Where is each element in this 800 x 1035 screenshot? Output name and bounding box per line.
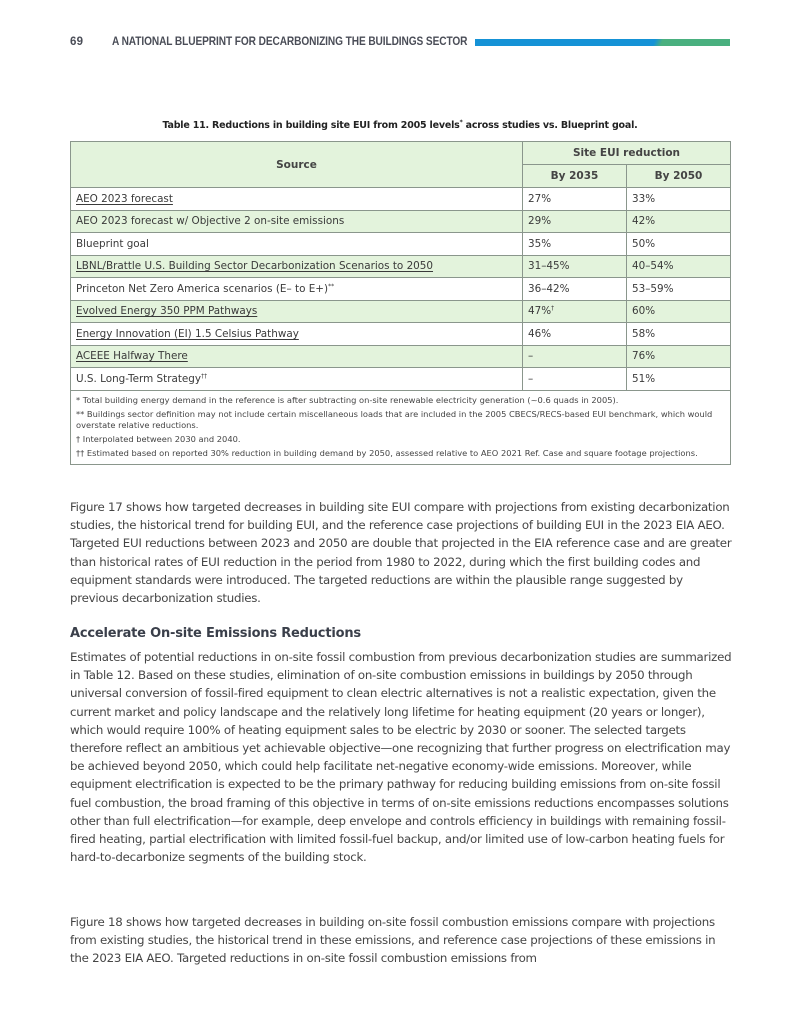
table-row xyxy=(71,278,731,301)
table-note: * Total building energy demand in the reference is after subtracting on-site renewable electricity generation (~0.6 quads in 2005). xyxy=(76,394,619,405)
source-cell xyxy=(71,255,523,278)
value-2035 xyxy=(523,233,627,256)
value-2035 xyxy=(523,345,627,368)
table-row xyxy=(71,345,731,368)
section-heading: Accelerate On-site Emissions Reductions xyxy=(70,626,361,641)
value-2035 xyxy=(523,323,627,346)
value-2050: 40–54% xyxy=(627,255,731,278)
value-2035-text: 47% xyxy=(528,305,552,318)
column-header-source: Source xyxy=(71,142,523,188)
table-notes xyxy=(71,390,731,464)
value-2035 xyxy=(523,300,627,323)
source-label: Princeton Net Zero America scenarios (E– to E+) xyxy=(76,282,329,295)
source-link[interactable]: Evolved Energy 350 PPM Pathways xyxy=(76,305,258,318)
value-2035-text: 36–42% xyxy=(528,282,570,295)
table-row xyxy=(71,188,731,211)
paragraph-onsite-emissions: Estimates of potential reductions in on-site fossil combustion from previous decarbonization studies are summarized in Table 12. Based on these studies, elimination of on-site combustion emissions in buildings by 2050 through universal conversion of fossil-fired equipment to clean electric alternatives is not a realistic expectation, given the current market and policy landscape and the relatively long lifetime for heating equipment (20 years or longer), which would require 100% of heating equipment sales to be electric by 2030 or sooner. The selected targets therefore reflect an ambitious yet achievable objective—one recognizing that further progress on electrification may be achieved beyond 2050, which could help facilitate net-negative economy-wide emissions. Moreover, while equipment electrification is expected to be the primary pathway for reducing building emissions from on-site fossil fuel combustion, the broad framing of this objective in terms of on-site emissions reductions encompasses solutions other than full electrification—for example, deep envelope and controls efficiency in buildings with remaining fossil-fired heating, partial electrification with limited fossil-fuel backup, and/or limited use of low-carbon heating fuels for hard-to-decarbonize segments of the building stock. xyxy=(70,650,732,865)
value-2035 xyxy=(523,368,627,391)
table-row xyxy=(71,233,731,256)
value-2050: 51% xyxy=(627,368,731,391)
table-row xyxy=(71,210,731,233)
source-cell xyxy=(71,368,523,391)
value-2050: 42% xyxy=(627,210,731,233)
table-caption xyxy=(70,119,730,131)
source-cell xyxy=(71,278,523,301)
page-number: 69 xyxy=(70,36,84,48)
value-2035 xyxy=(523,278,627,301)
source-cell xyxy=(71,188,523,211)
footnote-marker: † xyxy=(551,305,555,313)
source-label: AEO 2023 forecast w/ Objective 2 on-site emissions xyxy=(76,215,345,228)
source-link[interactable]: Energy Innovation (EI) 1.5 Celsius Pathway xyxy=(76,327,299,340)
table-note: †† Estimated based on reported 30% reduction in building demand by 2050, assessed relative to AEO 2021 Ref. Case and square footage projections. xyxy=(76,448,698,458)
source-cell xyxy=(71,300,523,323)
value-2050: 58% xyxy=(627,323,731,346)
table-row xyxy=(71,368,731,391)
value-2035-text: – xyxy=(528,350,534,363)
table-row xyxy=(71,255,731,278)
value-2050: 50% xyxy=(627,233,731,256)
source-cell xyxy=(71,323,523,346)
column-header-2035: By 2035 xyxy=(523,165,627,188)
column-group-header: Site EUI reduction xyxy=(523,142,731,165)
value-2035 xyxy=(523,188,627,211)
paragraph-figure-18: Figure 18 shows how targeted decreases in building on-site fossil combustion emissions compare with projections from existing studies, the historical trend in these emissions, and reference case projections of these emissions in the 2023 EIA AEO. Targeted reductions in on-site fossil combustion emissions from xyxy=(70,915,716,966)
table-caption-text: Table 11. Reductions in building site EUI from 2005 levels xyxy=(162,120,460,131)
source-label: Blueprint goal xyxy=(76,237,149,250)
value-2035-text: 29% xyxy=(528,215,552,228)
value-2035 xyxy=(523,210,627,233)
value-2035-text: – xyxy=(528,372,534,385)
source-cell xyxy=(71,210,523,233)
caption-footnote-marker: * xyxy=(459,119,463,126)
value-2050: 33% xyxy=(627,188,731,211)
header-accent-bar xyxy=(475,39,730,46)
document-title: A NATIONAL BLUEPRINT FOR DECARBONIZING THE BUILDINGS SECTOR xyxy=(112,36,468,48)
paragraph-figure-17: Figure 17 shows how targeted decreases in building site EUI compare with projections from existing decarbonization studies, the historical trend for building EUI, and the reference case projections of building EUI in the 2023 EIA AEO. Targeted EUI reductions between 2023 and 2050 are double that projected in the EIA reference case and are greater than historical rates of EUI reduction in the period from 1980 to 2022, during which the first building codes and equipment standards were introduced. The targeted reductions are within the plausible range suggested by previous decarbonization studies. xyxy=(70,500,732,606)
source-link[interactable]: AEO 2023 forecast xyxy=(76,192,173,205)
table-note: † Interpolated between 2030 and 2040. xyxy=(76,434,241,444)
value-2035-text: 31–45% xyxy=(528,260,570,273)
column-header-2050: By 2050 xyxy=(627,165,731,188)
footnote-marker: †† xyxy=(201,372,208,380)
source-cell xyxy=(71,345,523,368)
table-row xyxy=(71,300,731,323)
eui-reduction-table xyxy=(70,141,731,465)
source-link[interactable]: LBNL/Brattle U.S. Building Sector Decarbonization Scenarios to 2050 xyxy=(76,260,434,273)
running-header xyxy=(70,35,730,49)
table-note: ** Buildings sector definition may not include certain miscellaneous loads that are included in the 2005 CBECS/RECS-based EUI benchmark, which would overstate relative reductions. xyxy=(76,408,713,430)
value-2050: 53–59% xyxy=(627,278,731,301)
source-label: U.S. Long-Term Strategy xyxy=(76,372,202,385)
source-link[interactable]: ACEEE Halfway There xyxy=(76,350,188,363)
table-row xyxy=(71,323,731,346)
value-2035-text: 35% xyxy=(528,237,552,250)
value-2035-text: 46% xyxy=(528,327,552,340)
table-caption-end: across studies vs. Blueprint goal. xyxy=(462,120,638,131)
value-2035 xyxy=(523,255,627,278)
source-cell xyxy=(71,233,523,256)
value-2050: 76% xyxy=(627,345,731,368)
value-2035-text: 27% xyxy=(528,192,552,205)
value-2050: 60% xyxy=(627,300,731,323)
footnote-marker: ** xyxy=(328,282,335,290)
